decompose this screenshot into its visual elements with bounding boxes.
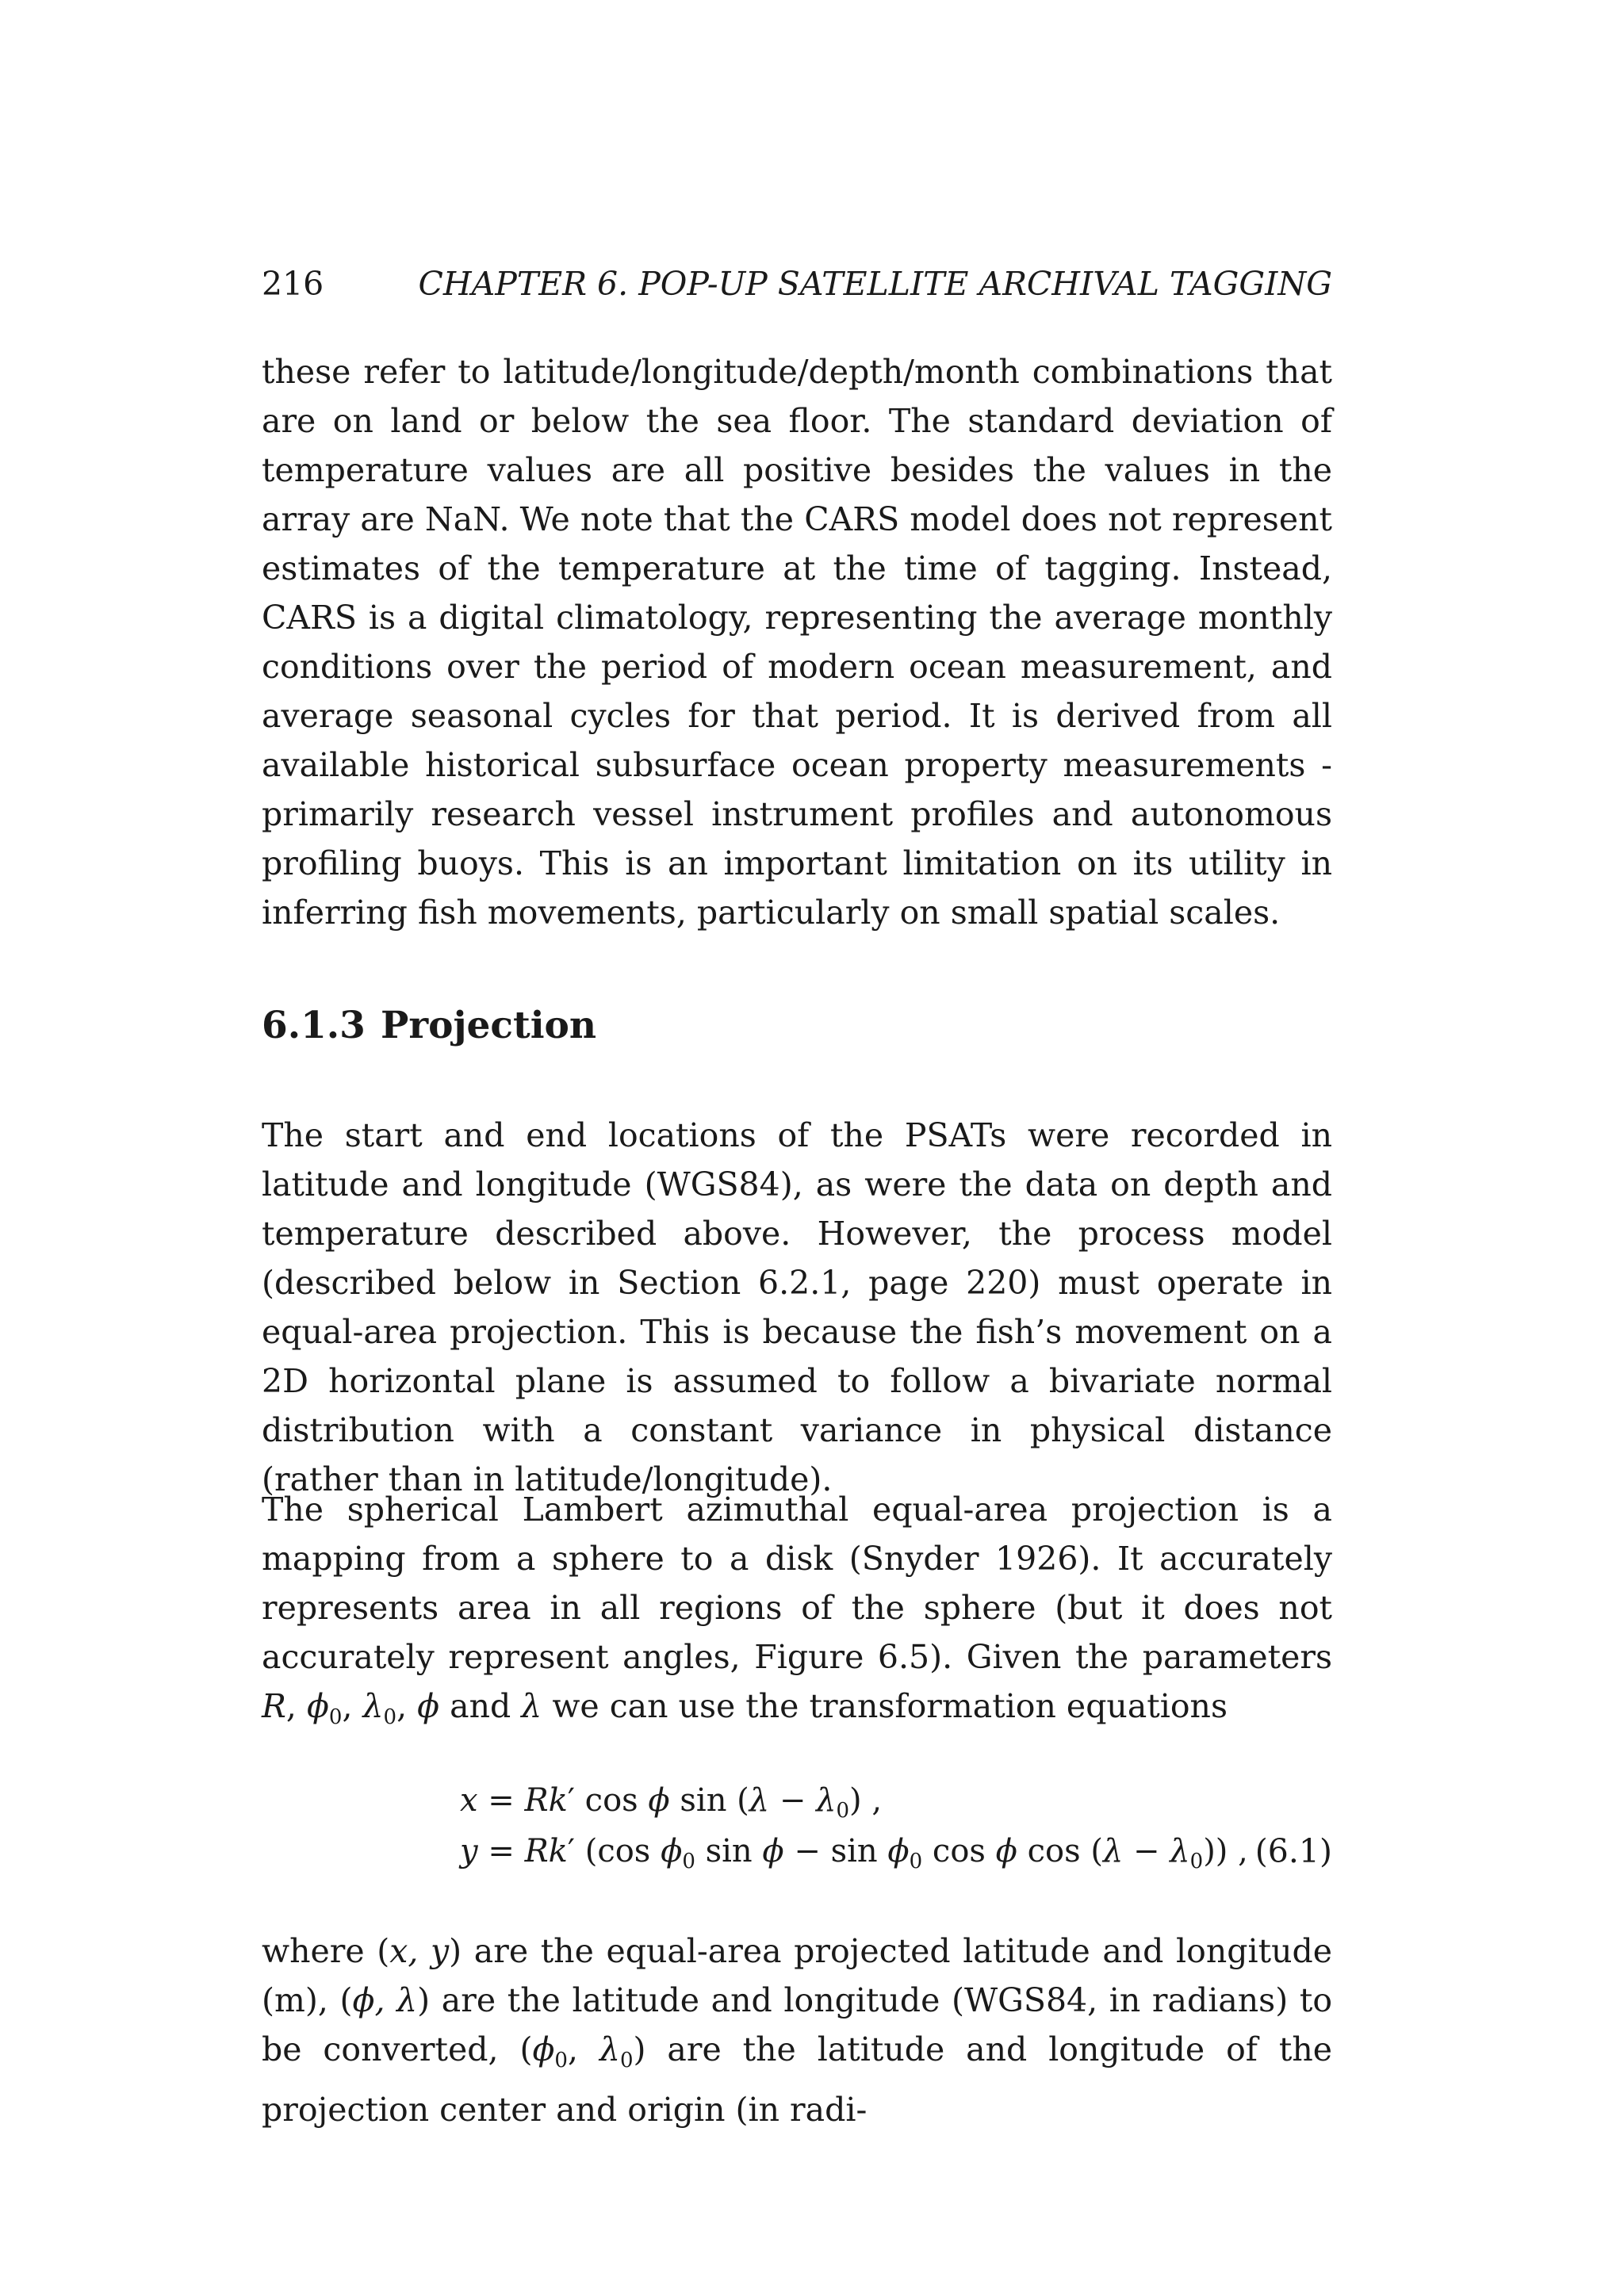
running-head [262,260,1332,308]
chapter-title: CHAPTER 6. POP-UP SATELLITE ARCHIVAL TAGGING [418,265,1332,303]
section-number: 6.1.3 [262,1004,366,1047]
paragraph-text: we can use the transformation equations [542,1687,1228,1725]
paragraph-projection-intro: The start and end locations of the PSATs were recorded in latitude and longitude (WGS84), as were the data on depth and temperature described above. However, the process model (described below in Section 6.2.1, page 220) must operate in equal-area projection. This is because the fish’s movement on a 2D horizontal plane is assumed to follow a bivariate normal distribution with a constant variance in physical distance (rather than in latitude/longitude). [262,1116,1332,1498]
paragraph-text: The spherical Lambert azimuthal equal-area projection is a mapping from a sphere to a disk (Snyder 1926). It accurately represents area in all regions of the sphere (but it does not accurately represent angles, Figure 6.5). Given the parameters [262,1490,1332,1676]
page-number: 216 [262,265,324,303]
paragraph-text: are the equal-area projected latitude and longitude (m), [262,1932,1332,2019]
equation-6-1 [262,1776,1332,1895]
equation-lhs-y: y [460,1833,478,1869]
equation-number: (6.1) [1254,1832,1332,1870]
math-lambda0: $\lambda_0$ [362,1687,397,1729]
equation-line-y: y = Rk′ (cos $\phi_0$ $\sin \phi - \sin \phi_0$ cos ϕ $\cos (\lambda - \lambda_0)$) , [460,1833,1248,1873]
math-phi: ϕ [417,1687,440,1725]
equation-line-x: x = Rk′ cos ϕ $\sin (\lambda - \lambda_0)$ , [460,1782,883,1823]
paragraph-variable-definitions: where (x, y) are the equal-area projected latitude and longitude (m), (ϕ, λ) are the latitude and longitude (WGS84, in radians) to be converted, ($\phi_0$, $\lambda_0$) are the latitude and longitude of the projection center and origin (in radi- [262,1932,1333,2129]
page [262,0,1332,2296]
equation-lhs-x: x [460,1782,478,1819]
paragraph-text: are the latitude and longitude of the projection center and origin (in radi- [262,2030,1332,2129]
section-heading [262,998,596,1054]
section-title: Projection [381,1004,597,1047]
paragraph-text: where [262,1932,377,1970]
paragraph-lambert-projection: The spherical Lambert azimuthal equal-area projection is a mapping from a sphere to a disk (Snyder 1926). It accurately represents area in all regions of the sphere (but it does not accurately represent angles, Figure 6.5). Given the parameters R, $\phi_0$, $\lambda_0$, ϕ and λ we can use the transformation equations [262,1490,1332,1729]
math-R: R [262,1687,286,1725]
math-lambda: λ [521,1687,542,1725]
paragraph-cars-limitations: these refer to latitude/longitude/depth/month combinations that are on land or below the sea floor. The standard deviation of temperature values are all positive besides the values in the array are NaN. We note that the CARS model does not represent estimates of the temperature at the time of tagging. Instead, CARS is a digital climatology, representing the average monthly conditions over the period of modern ocean measurement, and average seasonal cycles for that period. It is derived from all available historical subsurface ocean property measurements - primarily research vessel instrument profiles and autonomous profiling buoys. This is an important limitation on its utility in inferring fish movements, particularly on small spatial scales. [262,353,1332,932]
math-phi0: $\phi_0$ [306,1687,343,1729]
paragraph-text: are the latitude and longitude (WGS84, in radians) to be converted, [262,1981,1333,2068]
